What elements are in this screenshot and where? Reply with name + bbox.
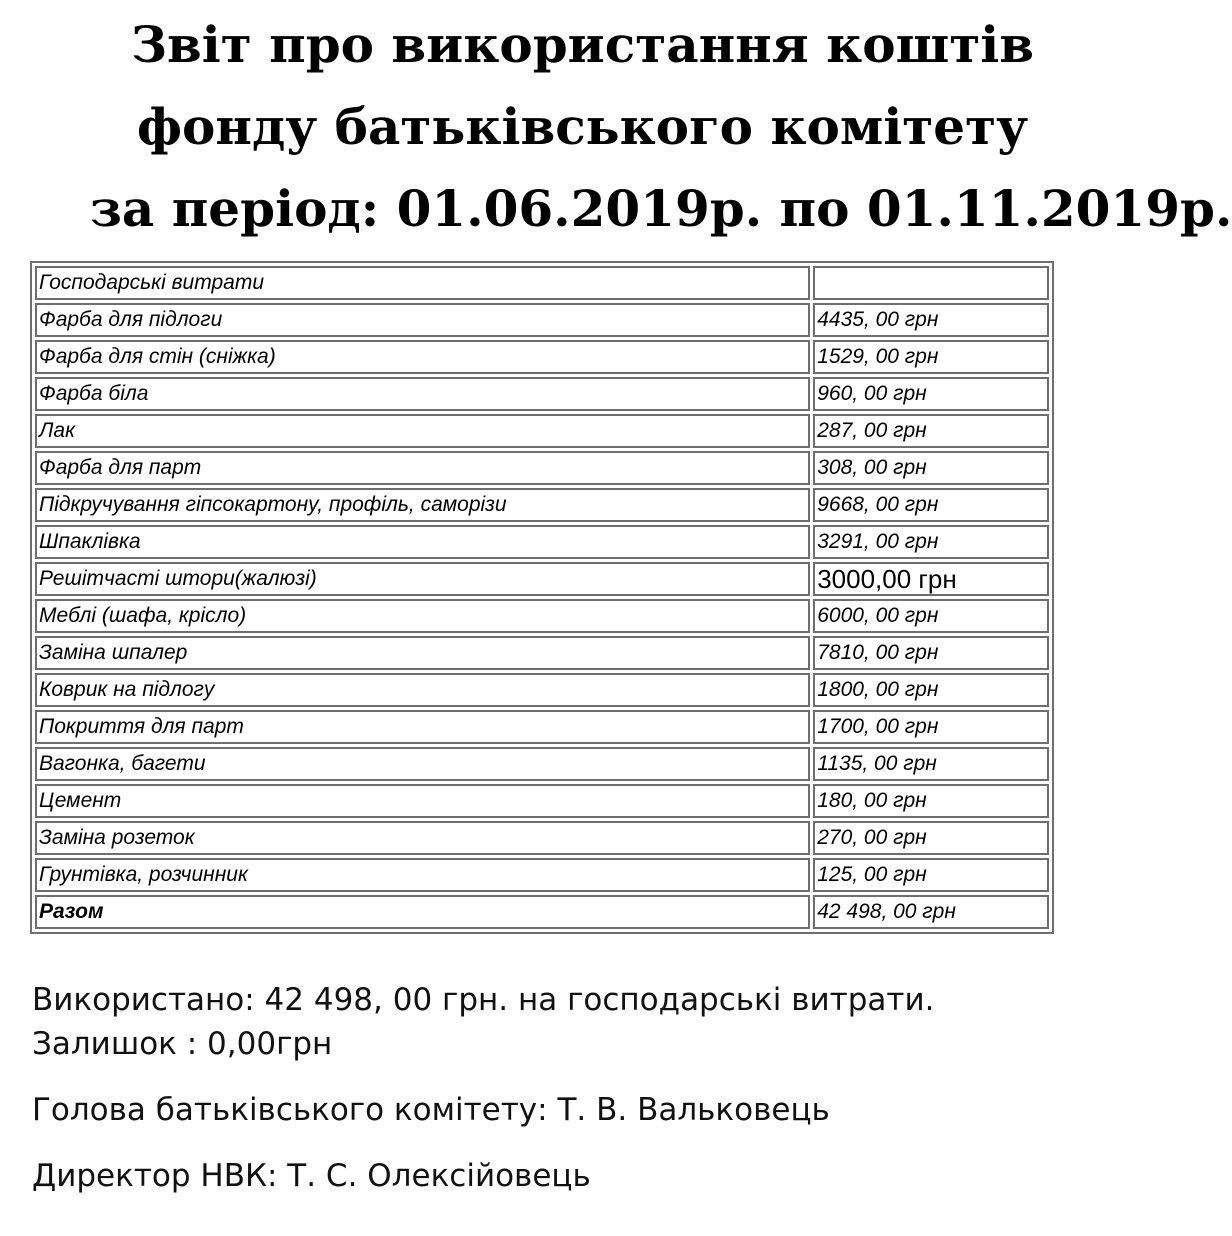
- table-row: [35, 636, 1049, 670]
- expense-amount-cell: 3000,00 грн: [813, 562, 1049, 596]
- table-row: [35, 414, 1049, 448]
- expense-amount-cell: 1800, 00 грн: [813, 673, 1049, 707]
- director-text: Директор НВК: Т. С. Олексійовець: [32, 1158, 591, 1194]
- total-label-cell: Разом: [35, 895, 810, 929]
- expense-amount-cell: 125, 00 грн: [813, 858, 1049, 892]
- table-row: [35, 451, 1049, 485]
- report-notes: [32, 978, 934, 1198]
- expense-name-cell: Вагонка, багети: [35, 747, 810, 781]
- expense-amount-cell: 9668, 00 грн: [813, 488, 1049, 522]
- expense-amount-cell: 180, 00 грн: [813, 784, 1049, 818]
- expense-name-cell: Коврик на підлогу: [35, 673, 810, 707]
- table-row: [35, 599, 1049, 633]
- expense-name-cell: Фарба для підлоги: [35, 303, 810, 337]
- total-amount-cell: 42 498, 00 грн: [813, 895, 1049, 929]
- expense-name-cell: Решітчасті штори(жалюзі): [35, 562, 810, 596]
- expense-amount-cell: 960, 00 грн: [813, 377, 1049, 411]
- expense-name-cell: Заміна шпалер: [35, 636, 810, 670]
- table-row: [35, 525, 1049, 559]
- total-row: [35, 895, 1049, 929]
- table-row: [35, 377, 1049, 411]
- expense-name-cell: Фарба для парт: [35, 451, 810, 485]
- table-row: [35, 303, 1049, 337]
- expense-name-cell: Грунтівка, розчинник: [35, 858, 810, 892]
- expense-amount-cell: 6000, 00 грн: [813, 599, 1049, 633]
- table-row: [35, 747, 1049, 781]
- table-row: [35, 710, 1049, 744]
- expense-name-cell: Фарба для стін (сніжка): [35, 340, 810, 374]
- expense-name-cell: Господарські витрати: [35, 266, 810, 300]
- expense-name-cell: Покриття для парт: [35, 710, 810, 744]
- expense-name-cell: Шпаклівка: [35, 525, 810, 559]
- expense-name-cell: Підкручування гіпсокартону, профіль, саморізи: [35, 488, 810, 522]
- expense-amount-cell: 1135, 00 грн: [813, 747, 1049, 781]
- title-line-1: Звіт про використання коштів: [130, 15, 1035, 74]
- expense-name-cell: Фарба біла: [35, 377, 810, 411]
- report-title: [0, 4, 1232, 250]
- expenses-table-body: [35, 266, 1049, 929]
- expense-amount-cell: 3291, 00 грн: [813, 525, 1049, 559]
- title-line-2: фонду батьківського комітету: [136, 97, 1029, 156]
- table-row: [35, 858, 1049, 892]
- expense-amount-cell: 308, 00 грн: [813, 451, 1049, 485]
- table-row: [35, 821, 1049, 855]
- expense-amount-cell: 1700, 00 грн: [813, 710, 1049, 744]
- balance-text: Залишок : 0,00грн: [32, 1026, 333, 1062]
- expense-amount-cell: 287, 00 грн: [813, 414, 1049, 448]
- expense-name-cell: Заміна розеток: [35, 821, 810, 855]
- table-row: [35, 562, 1049, 596]
- expense-amount-cell: 7810, 00 грн: [813, 636, 1049, 670]
- expense-amount-cell: 4435, 00 грн: [813, 303, 1049, 337]
- table-row: [35, 340, 1049, 374]
- expense-name-cell: Цемент: [35, 784, 810, 818]
- committee-head-text: Голова батьківського комітету: Т. В. Вальковець: [32, 1092, 830, 1128]
- expense-amount-cell: 270, 00 грн: [813, 821, 1049, 855]
- table-row: [35, 784, 1049, 818]
- expenses-table: [30, 261, 1054, 934]
- table-row: [35, 673, 1049, 707]
- expense-amount-cell: [813, 266, 1049, 300]
- used-amount-text: Використано: 42 498, 00 грн. на господарські витрати.: [32, 982, 935, 1018]
- expense-name-cell: Меблі (шафа, крісло): [35, 599, 810, 633]
- title-period: за період: 01.06.2019р. по 01.11.2019р.: [90, 179, 1232, 238]
- table-row: [35, 488, 1049, 522]
- expense-name-cell: Лак: [35, 414, 810, 448]
- table-row: [35, 266, 1049, 300]
- expense-amount-cell: 1529, 00 грн: [813, 340, 1049, 374]
